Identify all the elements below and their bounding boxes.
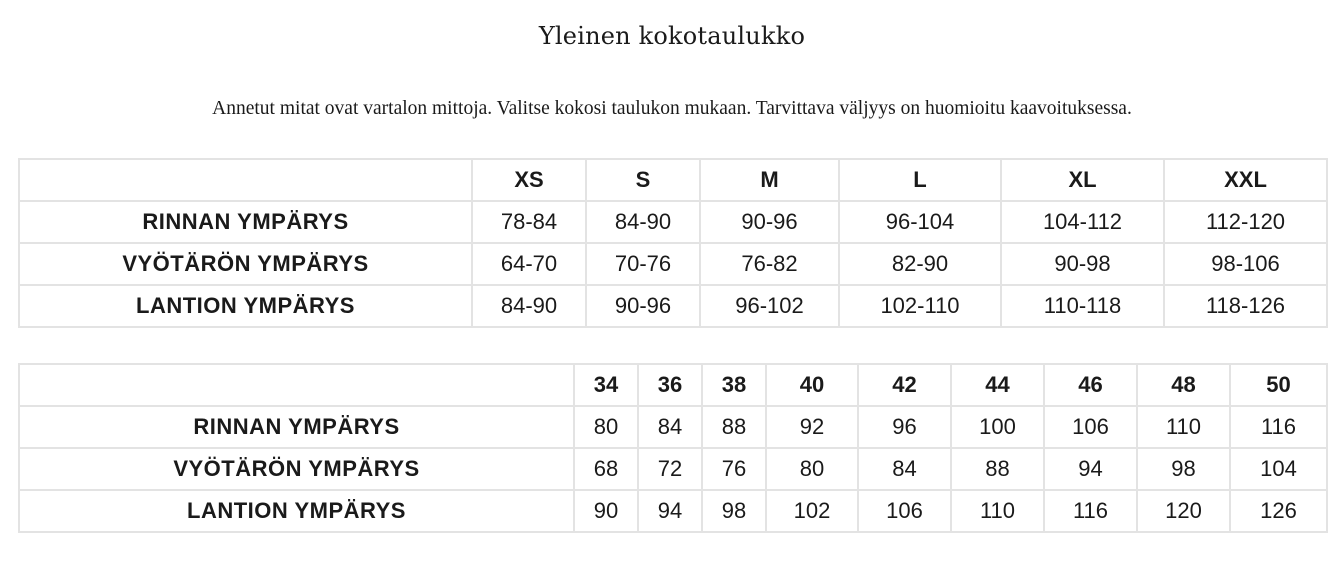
size-header: 38 (702, 364, 766, 406)
table-cell: 94 (1044, 448, 1137, 490)
table-header-row (19, 159, 1327, 201)
table-cell: 90-96 (586, 285, 700, 327)
table-cell: 126 (1230, 490, 1327, 532)
row-label: VYÖTÄRÖN YMPÄRYS (19, 243, 472, 285)
table-cell: 106 (1044, 406, 1137, 448)
table-cell: 120 (1137, 490, 1230, 532)
row-label: LANTION YMPÄRYS (19, 285, 472, 327)
table-cell: 110-118 (1001, 285, 1164, 327)
empty-corner-cell (19, 364, 574, 406)
table-row (19, 285, 1327, 327)
table-cell: 84 (858, 448, 951, 490)
table-cell: 90 (574, 490, 638, 532)
size-header: 44 (951, 364, 1044, 406)
table-cell: 98 (702, 490, 766, 532)
size-header: L (839, 159, 1001, 201)
table-cell: 70-76 (586, 243, 700, 285)
size-header: 46 (1044, 364, 1137, 406)
table-header-row (19, 364, 1327, 406)
size-header: 42 (858, 364, 951, 406)
table-cell: 80 (574, 406, 638, 448)
table-row (19, 406, 1327, 448)
table-cell: 64-70 (472, 243, 586, 285)
size-header: 40 (766, 364, 858, 406)
table-row (19, 490, 1327, 532)
table-cell: 68 (574, 448, 638, 490)
size-header: XL (1001, 159, 1164, 201)
row-label: RINNAN YMPÄRYS (19, 406, 574, 448)
table-cell: 80 (766, 448, 858, 490)
table-cell: 76-82 (700, 243, 839, 285)
size-header: 34 (574, 364, 638, 406)
table-cell: 118-126 (1164, 285, 1327, 327)
table-cell: 100 (951, 406, 1044, 448)
table-cell: 112-120 (1164, 201, 1327, 243)
table-cell: 98 (1137, 448, 1230, 490)
table-cell: 92 (766, 406, 858, 448)
table-cell: 76 (702, 448, 766, 490)
size-header: XXL (1164, 159, 1327, 201)
numeric-size-table (18, 363, 1328, 533)
intro-text: Annetut mitat ovat vartalon mittoja. Valitse kokosi taulukon mukaan. Tarvittava väljyys on huomioitu kaavoituksessa. (212, 98, 1132, 119)
table-cell: 98-106 (1164, 243, 1327, 285)
empty-corner-cell (19, 159, 472, 201)
table-cell: 96-102 (700, 285, 839, 327)
table-cell: 90-98 (1001, 243, 1164, 285)
table-cell: 88 (702, 406, 766, 448)
table-cell: 94 (638, 490, 702, 532)
table-cell: 106 (858, 490, 951, 532)
table-row (19, 448, 1327, 490)
table-cell: 72 (638, 448, 702, 490)
size-header: 50 (1230, 364, 1327, 406)
table-row (19, 243, 1327, 285)
table-cell: 90-96 (700, 201, 839, 243)
table-cell: 110 (1137, 406, 1230, 448)
table-cell: 102 (766, 490, 858, 532)
size-header: M (700, 159, 839, 201)
letter-size-table (18, 158, 1328, 328)
table-cell: 84-90 (586, 201, 700, 243)
table-cell: 96-104 (839, 201, 1001, 243)
table-cell: 116 (1230, 406, 1327, 448)
size-header: 48 (1137, 364, 1230, 406)
page-title: Yleinen kokotaulukko (538, 22, 806, 50)
table-cell: 84 (638, 406, 702, 448)
table-cell: 96 (858, 406, 951, 448)
size-header: XS (472, 159, 586, 201)
table-row (19, 201, 1327, 243)
row-label: LANTION YMPÄRYS (19, 490, 574, 532)
table-cell: 78-84 (472, 201, 586, 243)
table-cell: 102-110 (839, 285, 1001, 327)
table-cell: 84-90 (472, 285, 586, 327)
size-header: S (586, 159, 700, 201)
table-cell: 104-112 (1001, 201, 1164, 243)
table-cell: 110 (951, 490, 1044, 532)
row-label: VYÖTÄRÖN YMPÄRYS (19, 448, 574, 490)
table-cell: 104 (1230, 448, 1327, 490)
size-header: 36 (638, 364, 702, 406)
row-label: RINNAN YMPÄRYS (19, 201, 472, 243)
table-cell: 116 (1044, 490, 1137, 532)
table-cell: 82-90 (839, 243, 1001, 285)
table-cell: 88 (951, 448, 1044, 490)
